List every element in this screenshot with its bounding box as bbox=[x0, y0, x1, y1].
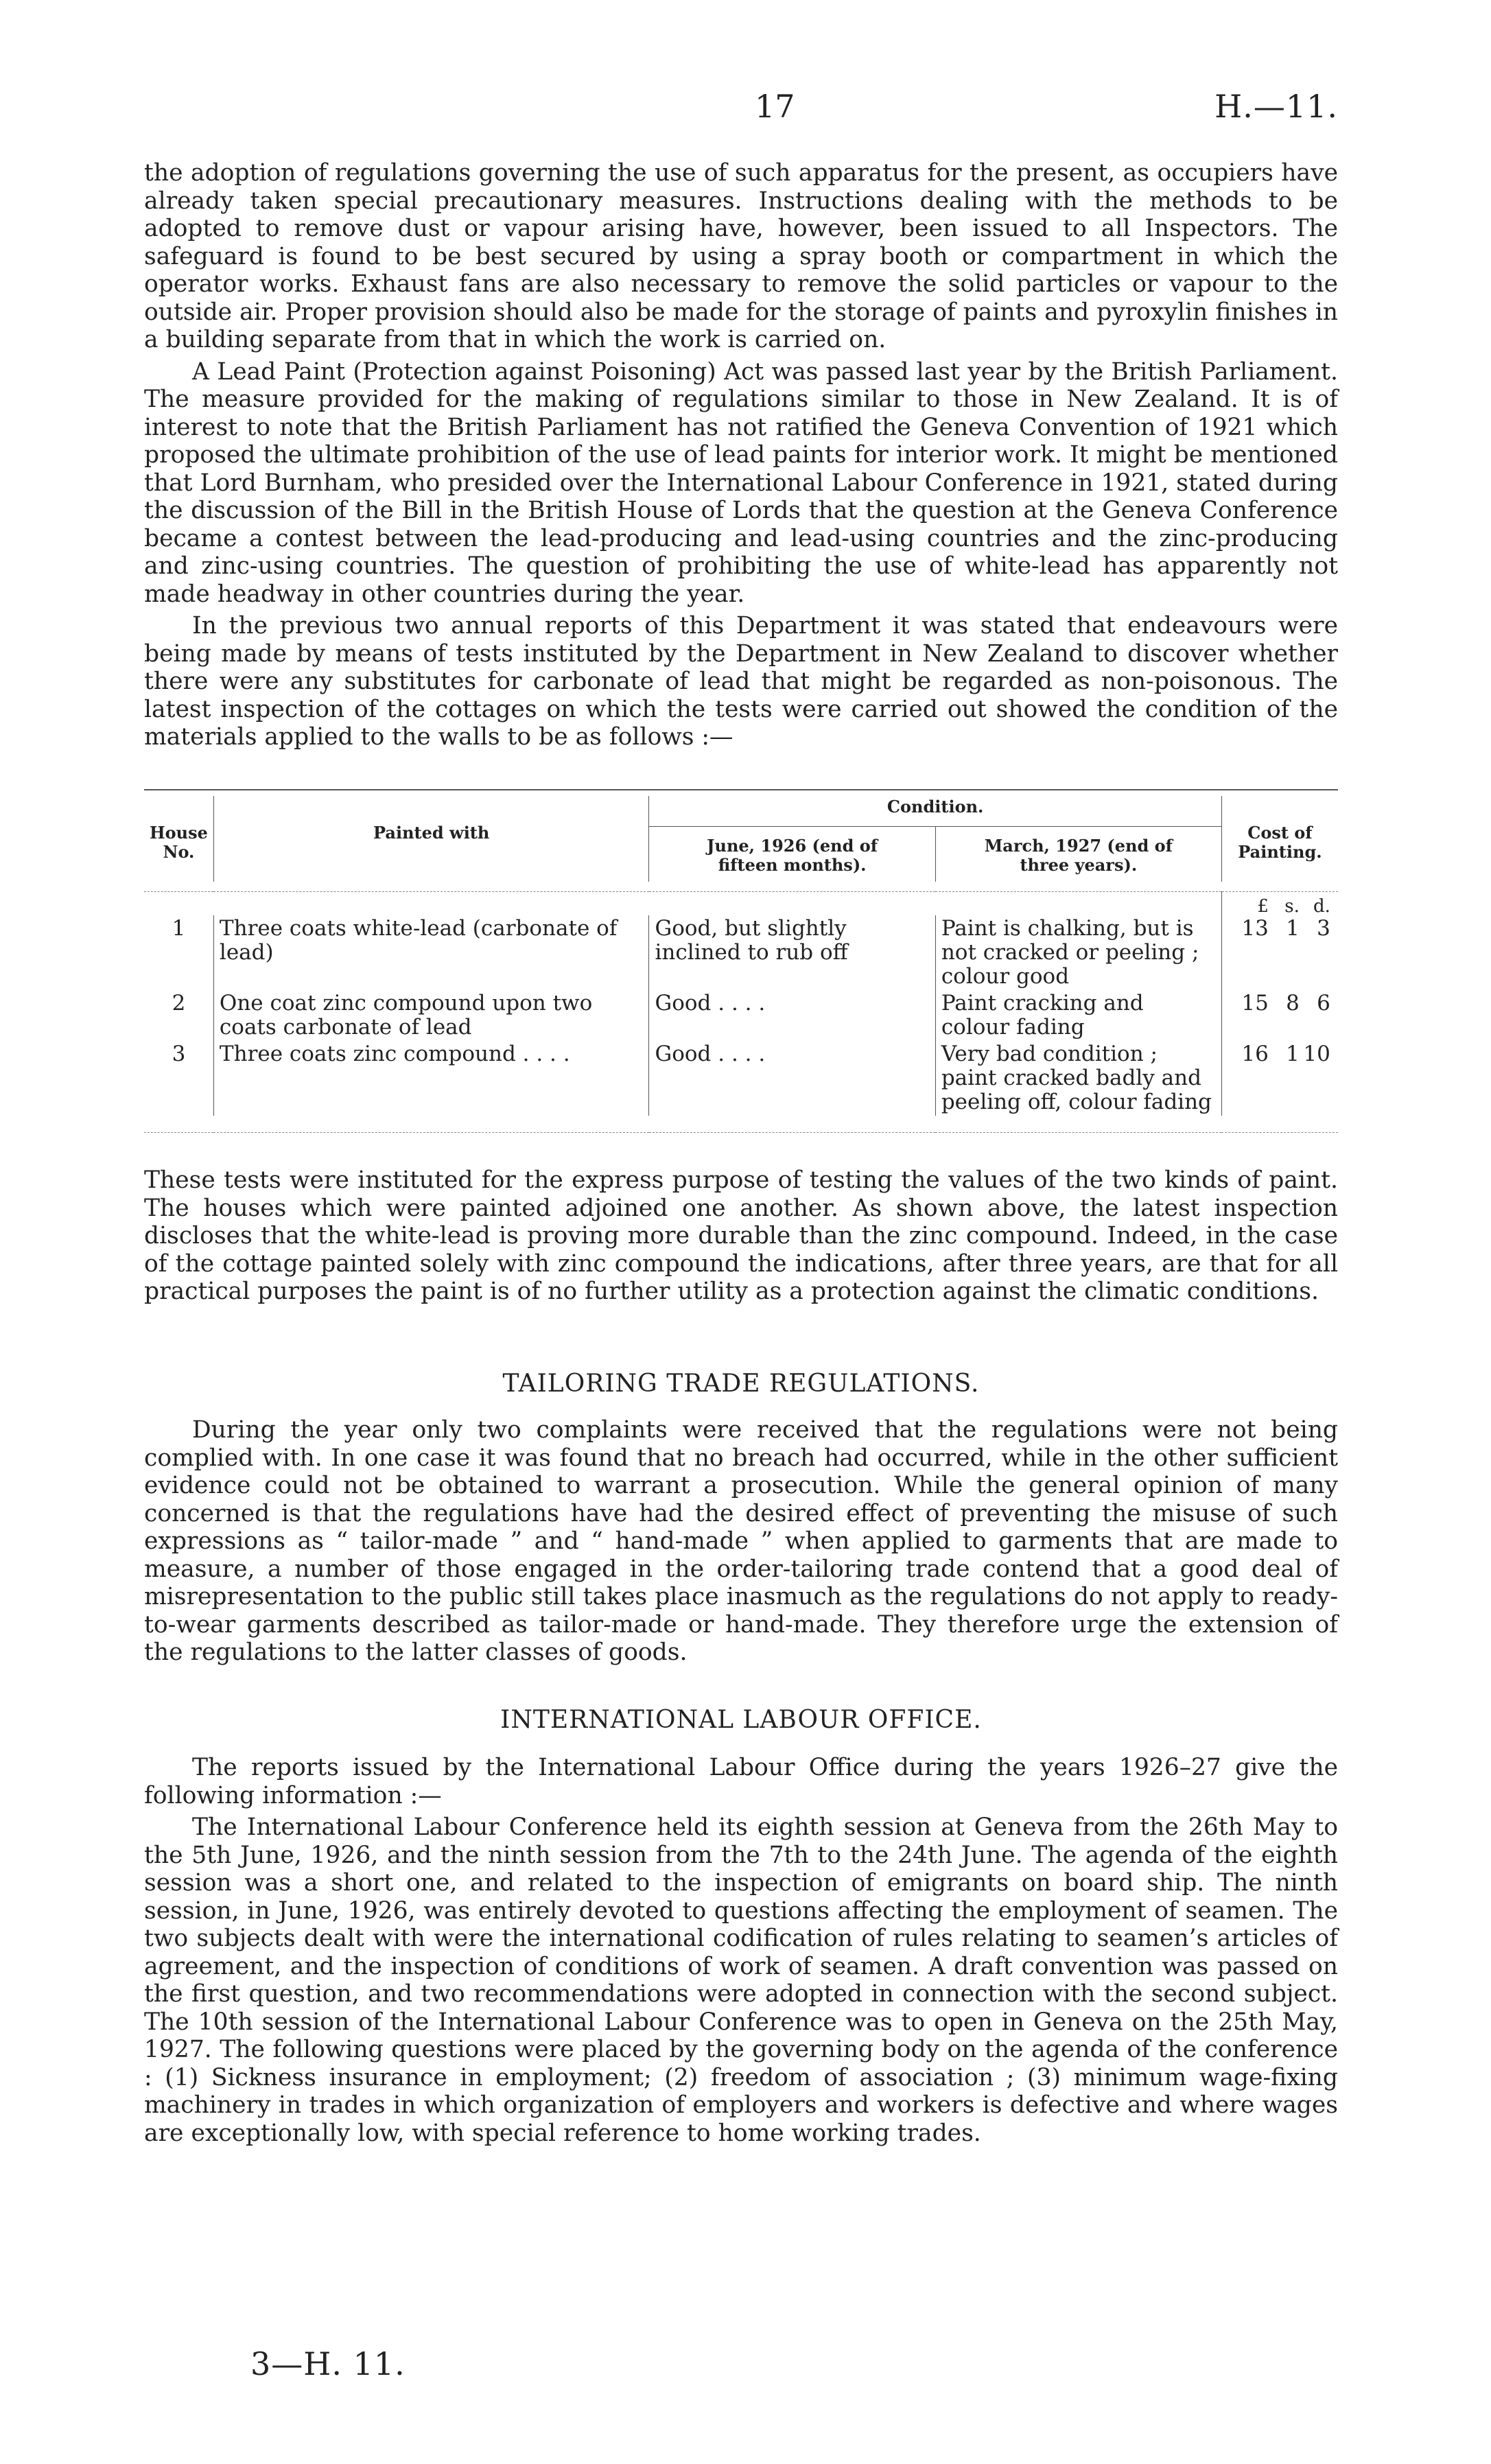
intro-text bbox=[144, 159, 1338, 751]
paragraph: In the previous two annual reports of this Department it was stated that endeavours were being made by means of tests instituted by the Department in New Zealand to discover whether there were any substitutes for carbonate of lead that might be regarded as non-poisonous. The latest inspection of the cottages on which the tests were carried out showed the condition of the materials applied to the walls to be as follows :— bbox=[144, 612, 1338, 751]
shillings-value: 8 bbox=[1286, 991, 1300, 1016]
june-header: June, 1926 (end of fifteen months). bbox=[649, 827, 935, 882]
ilo-heading: INTERNATIONAL LABOUR OFFICE. bbox=[500, 1706, 982, 1734]
header-rule-row bbox=[144, 882, 1338, 892]
pounds-value: 15 bbox=[1241, 991, 1269, 1016]
pence-value: 6 bbox=[1317, 991, 1330, 1016]
footer-reference: 3—H. 11. bbox=[250, 2345, 406, 2382]
condition-header: Condition. bbox=[649, 796, 1221, 827]
house-number: 3 bbox=[172, 1042, 186, 1066]
march-condition-cell: Very bad condition ; paint cracked badly and peeling off, colour fading bbox=[935, 1041, 1221, 1116]
cost-cell bbox=[1221, 915, 1338, 990]
after-table-text bbox=[144, 1166, 1338, 1306]
pounds-value: 16 bbox=[1241, 1042, 1269, 1066]
paragraph: the adoption of regulations governing the use of such apparatus for the present, as occupiers have already taken special precautionary measures. Instructions dealing with the methods to be adopted to remove dust or vapour arising have, however, been issued to all Inspectors. The safeguard is found to be best secured by using a spray booth or compartment in which the operator works. Exhaust fans are also necessary to remove the solid particles or vapour to the outside air. Proper provision should also be made for the storage of paints and pyroxylin finishes in a building separate from that in which the work is carried on. bbox=[144, 159, 1338, 353]
currency-units bbox=[1221, 892, 1338, 916]
pence-unit: d. bbox=[1313, 896, 1330, 917]
table-header-row bbox=[144, 796, 1338, 827]
march-header: March, 1927 (end of three years). bbox=[935, 827, 1221, 882]
shillings-unit: s. bbox=[1284, 896, 1300, 917]
shillings-value: 1 bbox=[1286, 1042, 1300, 1066]
paragraph: These tests were instituted for the express purpose of testing the values of the two kinds of paint. The houses which were painted adjoined one another. As shown above, the latest inspection discloses that the white-lead is proving more durable than the zinc compound. Indeed, in the case of the cottage painted solely with zinc compound the indications, after three years, are that for all practical purposes the paint is of no further utility as a protection against the climatic conditions. bbox=[144, 1166, 1338, 1305]
march-condition-cell: Paint cracking and colour fading bbox=[935, 990, 1221, 1041]
paragraph: During the year only two complaints were received that the regulations were not being complied with. In one case it was found that no breach had occurred, while in the other sufficient evidence could not be obtained to warrant a prosecution. While the general opinion of many concerned is that the regulations have had the desired effect of preventing the misuse of such expressions as “ tailor-made ” and “ hand-made ” when applied to garments that are made to measure, a number of those engaged in the order-tailoring trade contend that a good deal of misrepresentation to the public still takes place inasmuch as the regulations do not apply to ready-to-wear garments described as tailor-made or hand-made. They therefore urge the extension of the regulations to the latter classes of goods. bbox=[144, 1416, 1338, 1666]
painted-with-cell: One coat zinc compound upon two coats carbonate of lead bbox=[213, 990, 649, 1041]
paragraph: A Lead Paint (Protection against Poisoning) Act was passed last year by the British Parliament. The measure provided for the making of regulations similar to those in New Zealand. It is of interest to note that the British Parliament has not ratified the Geneva Convention of 1921 which proposed the ultimate prohibition of the use of lead paints for interior work. It might be mentioned that Lord Burnham, who presided over the International Labour Conference in 1921, stated during the discussion of the Bill in the British House of Lords that the question at the Geneva Conference became a contest between the lead-producing and lead-using countries and the zinc-producing and zinc-using countries. The question of prohibiting the use of white-lead has apparently not made headway in other countries during the year. bbox=[144, 357, 1338, 608]
pounds-unit: £ bbox=[1257, 896, 1269, 917]
table-row bbox=[144, 915, 1338, 990]
tailoring-heading: TAILORING TRADE REGULATIONS. bbox=[502, 1370, 980, 1398]
pounds-value: 13 bbox=[1241, 916, 1269, 941]
page-number: 17 bbox=[755, 88, 795, 125]
june-condition-cell: Good . . . . bbox=[649, 1041, 935, 1116]
pence-value: 10 bbox=[1303, 1042, 1330, 1066]
paragraph: The International Labour Conference held its eighth session at Geneva from the 26th May to the 5th June, 1926, and the ninth session from the 7th to the 24th June. The agenda of the eighth session was a short one, and related to the inspection of emigrants on board ship. The ninth session, in June, 1926, was entirely devoted to questions affecting the employment of seamen. The two subjects dealt with were the international codification of rules relating to seamen’s articles of agreement, and the inspection of conditions of work of seamen. A draft convention was passed on the first question, and two recommendations were adopted in connection with the second subject. The 10th session of the International Labour Conference was to open in Geneva on the 25th May, 1927. The following questions were placed by the governing body on the agenda of the conference : (1) Sickness insurance in employment; (2) freedom of association ; (3) minimum wage-fixing machinery in trades in which organization of employers and workers is defective and where wages are exceptionally low, with special reference to home working trades. bbox=[144, 1814, 1338, 2147]
table-row bbox=[144, 1041, 1338, 1116]
painted-with-header: Painted with bbox=[213, 796, 649, 882]
table-row bbox=[144, 990, 1338, 1041]
house-number: 2 bbox=[172, 991, 186, 1016]
painted-with-cell: Three coats zinc compound . . . . bbox=[213, 1041, 649, 1116]
tailoring-text bbox=[144, 1416, 1338, 1667]
page-header bbox=[144, 88, 1338, 143]
table-row bbox=[144, 892, 1338, 916]
shillings-value: 1 bbox=[1286, 916, 1300, 941]
cost-header: Cost of Painting. bbox=[1221, 796, 1338, 882]
pence-value: 3 bbox=[1317, 916, 1330, 941]
document-reference: H.—11. bbox=[1214, 88, 1338, 125]
ilo-text bbox=[144, 1754, 1338, 2147]
house-number: 1 bbox=[172, 916, 186, 941]
june-condition-cell: Good . . . . bbox=[649, 990, 935, 1041]
cost-cell bbox=[1221, 990, 1338, 1041]
table-top-rule bbox=[144, 789, 1338, 790]
table-bottom-row bbox=[144, 1116, 1338, 1133]
june-condition-cell: Good, but slightly inclined to rub off bbox=[649, 915, 935, 990]
painted-with-cell: Three coats white-lead (carbonate of lead) bbox=[213, 915, 649, 990]
paint-test-table bbox=[144, 796, 1338, 1133]
march-condition-cell: Paint is chalking, but is not cracked or peeling ; colour good bbox=[935, 915, 1221, 990]
cost-cell bbox=[1221, 1041, 1338, 1116]
house-no-header: House No. bbox=[150, 823, 208, 862]
paragraph: The reports issued by the International Labour Office during the years 1926–27 give the following information :— bbox=[144, 1754, 1338, 1809]
